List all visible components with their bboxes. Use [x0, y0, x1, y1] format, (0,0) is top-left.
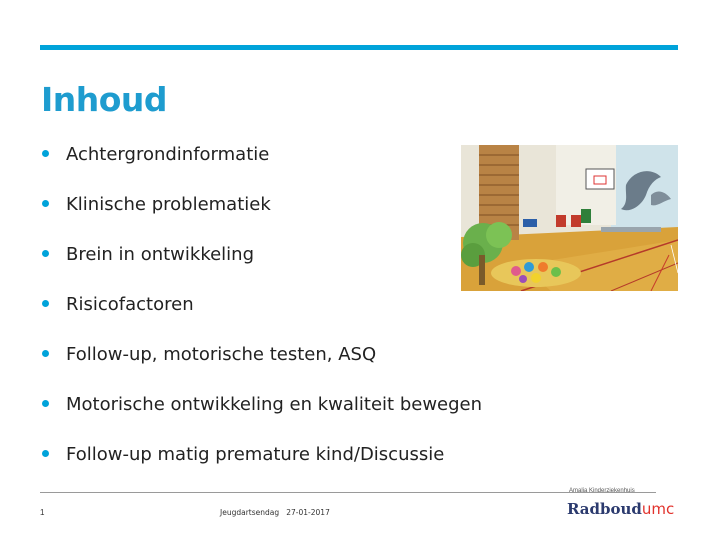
- slide-title: Inhoud: [41, 80, 168, 119]
- bullet-dot-icon: [42, 350, 49, 357]
- top-accent-line: [40, 45, 678, 50]
- bullet-dot-icon: [42, 400, 49, 407]
- bullet-item: Klinische problematiek: [42, 194, 271, 215]
- bullet-dot-icon: [42, 150, 49, 157]
- brand-subtitle: Amalia Kinderziekenhuis: [569, 488, 635, 494]
- bullet-item: Follow-up matig premature kind/Discussie: [42, 444, 444, 465]
- bullet-dot-icon: [42, 200, 49, 207]
- gym-room-photo: [461, 145, 678, 291]
- bullet-item: Motorische ontwikkeling en kwaliteit bewegen: [42, 394, 482, 415]
- bullet-item: Follow-up, motorische testen, ASQ: [42, 344, 376, 365]
- bullet-item: Brein in ontwikkeling: [42, 244, 254, 265]
- bullet-item: Risicofactoren: [42, 294, 194, 315]
- footer-line: [40, 492, 656, 493]
- page-number: 1: [40, 508, 45, 517]
- bullet-dot-icon: [42, 250, 49, 257]
- footer-event: Jeugdartsendag 27-01-2017: [220, 508, 330, 517]
- bullet-item: Achtergrondinformatie: [42, 144, 269, 165]
- radboudumc-logo: Radboudumc: [567, 500, 675, 518]
- bullet-dot-icon: [42, 450, 49, 457]
- bullet-dot-icon: [42, 300, 49, 307]
